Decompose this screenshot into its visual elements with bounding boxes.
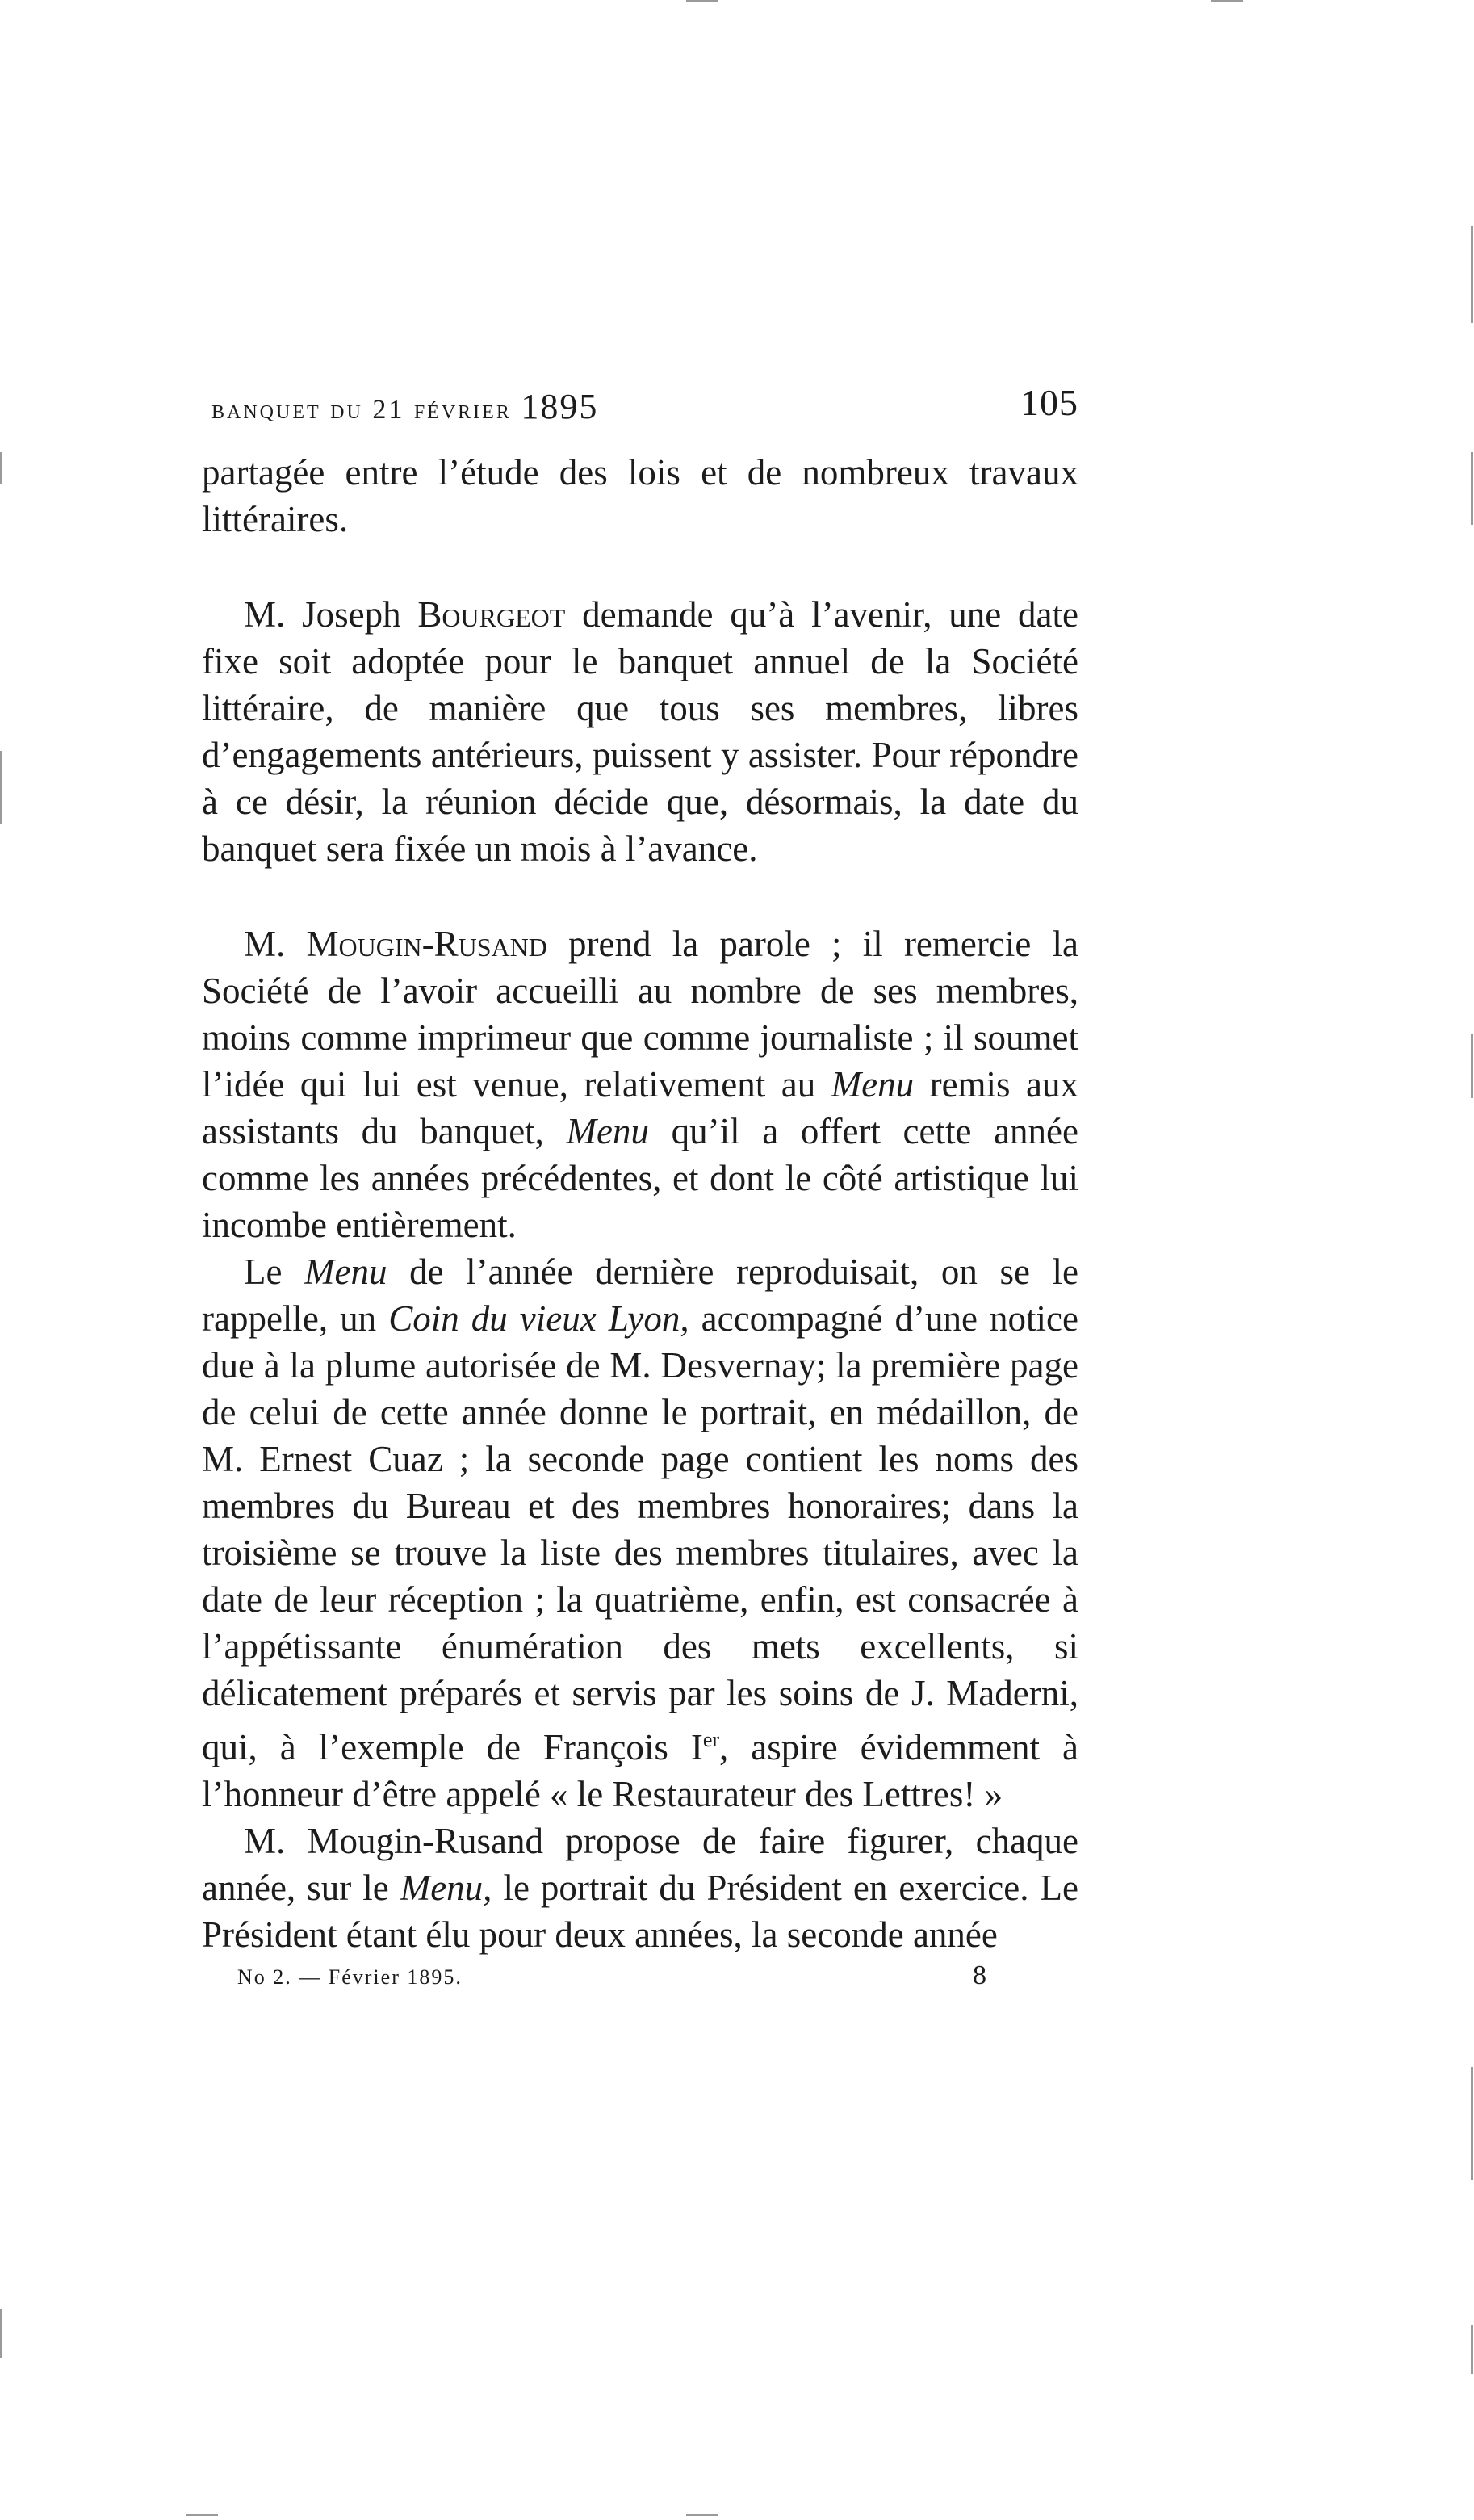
paragraph-2-text: demande qu’à l’avenir, une date fixe soit adoptée pour le banquet annuel de la Société littéraire, de manière que tous ses membres, libres d’engagements antérieurs, puissent y assister. Pour répondre à ce désir, la réunion décide que, désormais, la date du banquet sera fixée un mois à l’avance. [202, 594, 1078, 869]
running-head-title: banquet du 21 février [211, 395, 512, 425]
paragraph-4-text-a: Le [244, 1252, 305, 1292]
paragraph-3-prefix: M. [244, 924, 307, 964]
scan-edge-mark [1471, 1034, 1473, 1098]
scan-edge-mark [186, 2514, 218, 2516]
coin-du-vieux-lyon: Coin du vieux Lyon, [388, 1298, 689, 1339]
paragraph-3-text-b: remis aux assistants du banquet, [202, 1064, 1078, 1151]
paragraph-4-text-d: , aspire évidemment à l’honneur d’être appelé « le Restaurateur des Lettres! » [202, 1727, 1078, 1814]
superscript-er: er [702, 1728, 720, 1751]
paragraph-4-text-b: de l’année dernière reproduisait, on se le rappelle, un [202, 1252, 1078, 1339]
paragraph-2 [202, 591, 1078, 872]
scan-edge-mark [1211, 0, 1243, 2]
scan-edge-mark [0, 2309, 2, 2358]
scan-edge-mark [0, 452, 2, 484]
paragraph-5-text-a: M. Mougin-Rusand propose de faire figurer, chaque année, sur le [202, 1821, 1078, 1908]
running-head-year: 1895 [521, 387, 599, 426]
name-bourgeot: Bourgeot [417, 594, 566, 635]
paragraph-1: partagée entre l’étude des lois et de nombreux travaux littéraires. [202, 452, 1078, 539]
running-head [211, 386, 873, 427]
paragraph-3 [202, 920, 1078, 1248]
paragraph-3-text-c: qu’il a offert cette année comme les années précédentes, et dont le côté artistique lui incombe entièrement. [202, 1111, 1078, 1245]
paragraph-4-text-c: accompagné d’une notice due à la plume autorisée de M. Desvernay; la première page de celui de cette année donne le portrait, en médaillon, de M. Ernest Cuaz ; la seconde page contient les noms des membres du Bureau et des membres honoraires; dans la troisième se trouve la liste des membres titulaires, avec la date de leur réception ; la quatrième, enfin, est consacrée à l’appétissante énumération des mets excellents, si délicatement préparés et servis par les soins de J. Maderni, qui, à l’exemple de François I [202, 1298, 1078, 1767]
paragraph-5-text-b: le portrait du Président en exercice. Le Président étant élu pour deux années, la seconde année [202, 1868, 1078, 1955]
paragraph-4 [202, 1248, 1078, 1818]
page-footer [237, 1960, 996, 1998]
scan-edge-mark [1471, 452, 1473, 525]
scan-edge-mark [1471, 226, 1473, 323]
paragraph-3-text-a: prend la parole ; il remercie la Société de l’avoir accueilli au nombre de ses membres, moins comme imprimeur que comme journaliste ; il soumet l’idée qui lui est venue, relativement au [202, 924, 1078, 1105]
menu-italic-2: Menu [566, 1111, 650, 1151]
scan-edge-mark [1471, 2067, 1473, 2180]
page-number: 105 [1020, 382, 1078, 423]
scan-edge-mark [1471, 2325, 1473, 2374]
scan-edge-mark [0, 751, 2, 824]
paragraph-2-prefix: M. Joseph [244, 594, 418, 635]
paragraph-5 [202, 1818, 1078, 1958]
menu-italic-4: Menu, [400, 1868, 492, 1908]
issue-line: No 2. — Février 1895. [237, 1965, 463, 1989]
body-text [202, 449, 1078, 1958]
menu-italic-1: Menu [831, 1064, 915, 1105]
name-mougin-rusand: Mougin-Rusand [306, 924, 547, 964]
page-header [0, 382, 1078, 434]
scan-edge-mark [686, 2514, 718, 2516]
scan-edge-mark [686, 0, 718, 2]
signature-mark: 8 [973, 1960, 988, 1990]
menu-italic-3: Menu [304, 1252, 387, 1292]
